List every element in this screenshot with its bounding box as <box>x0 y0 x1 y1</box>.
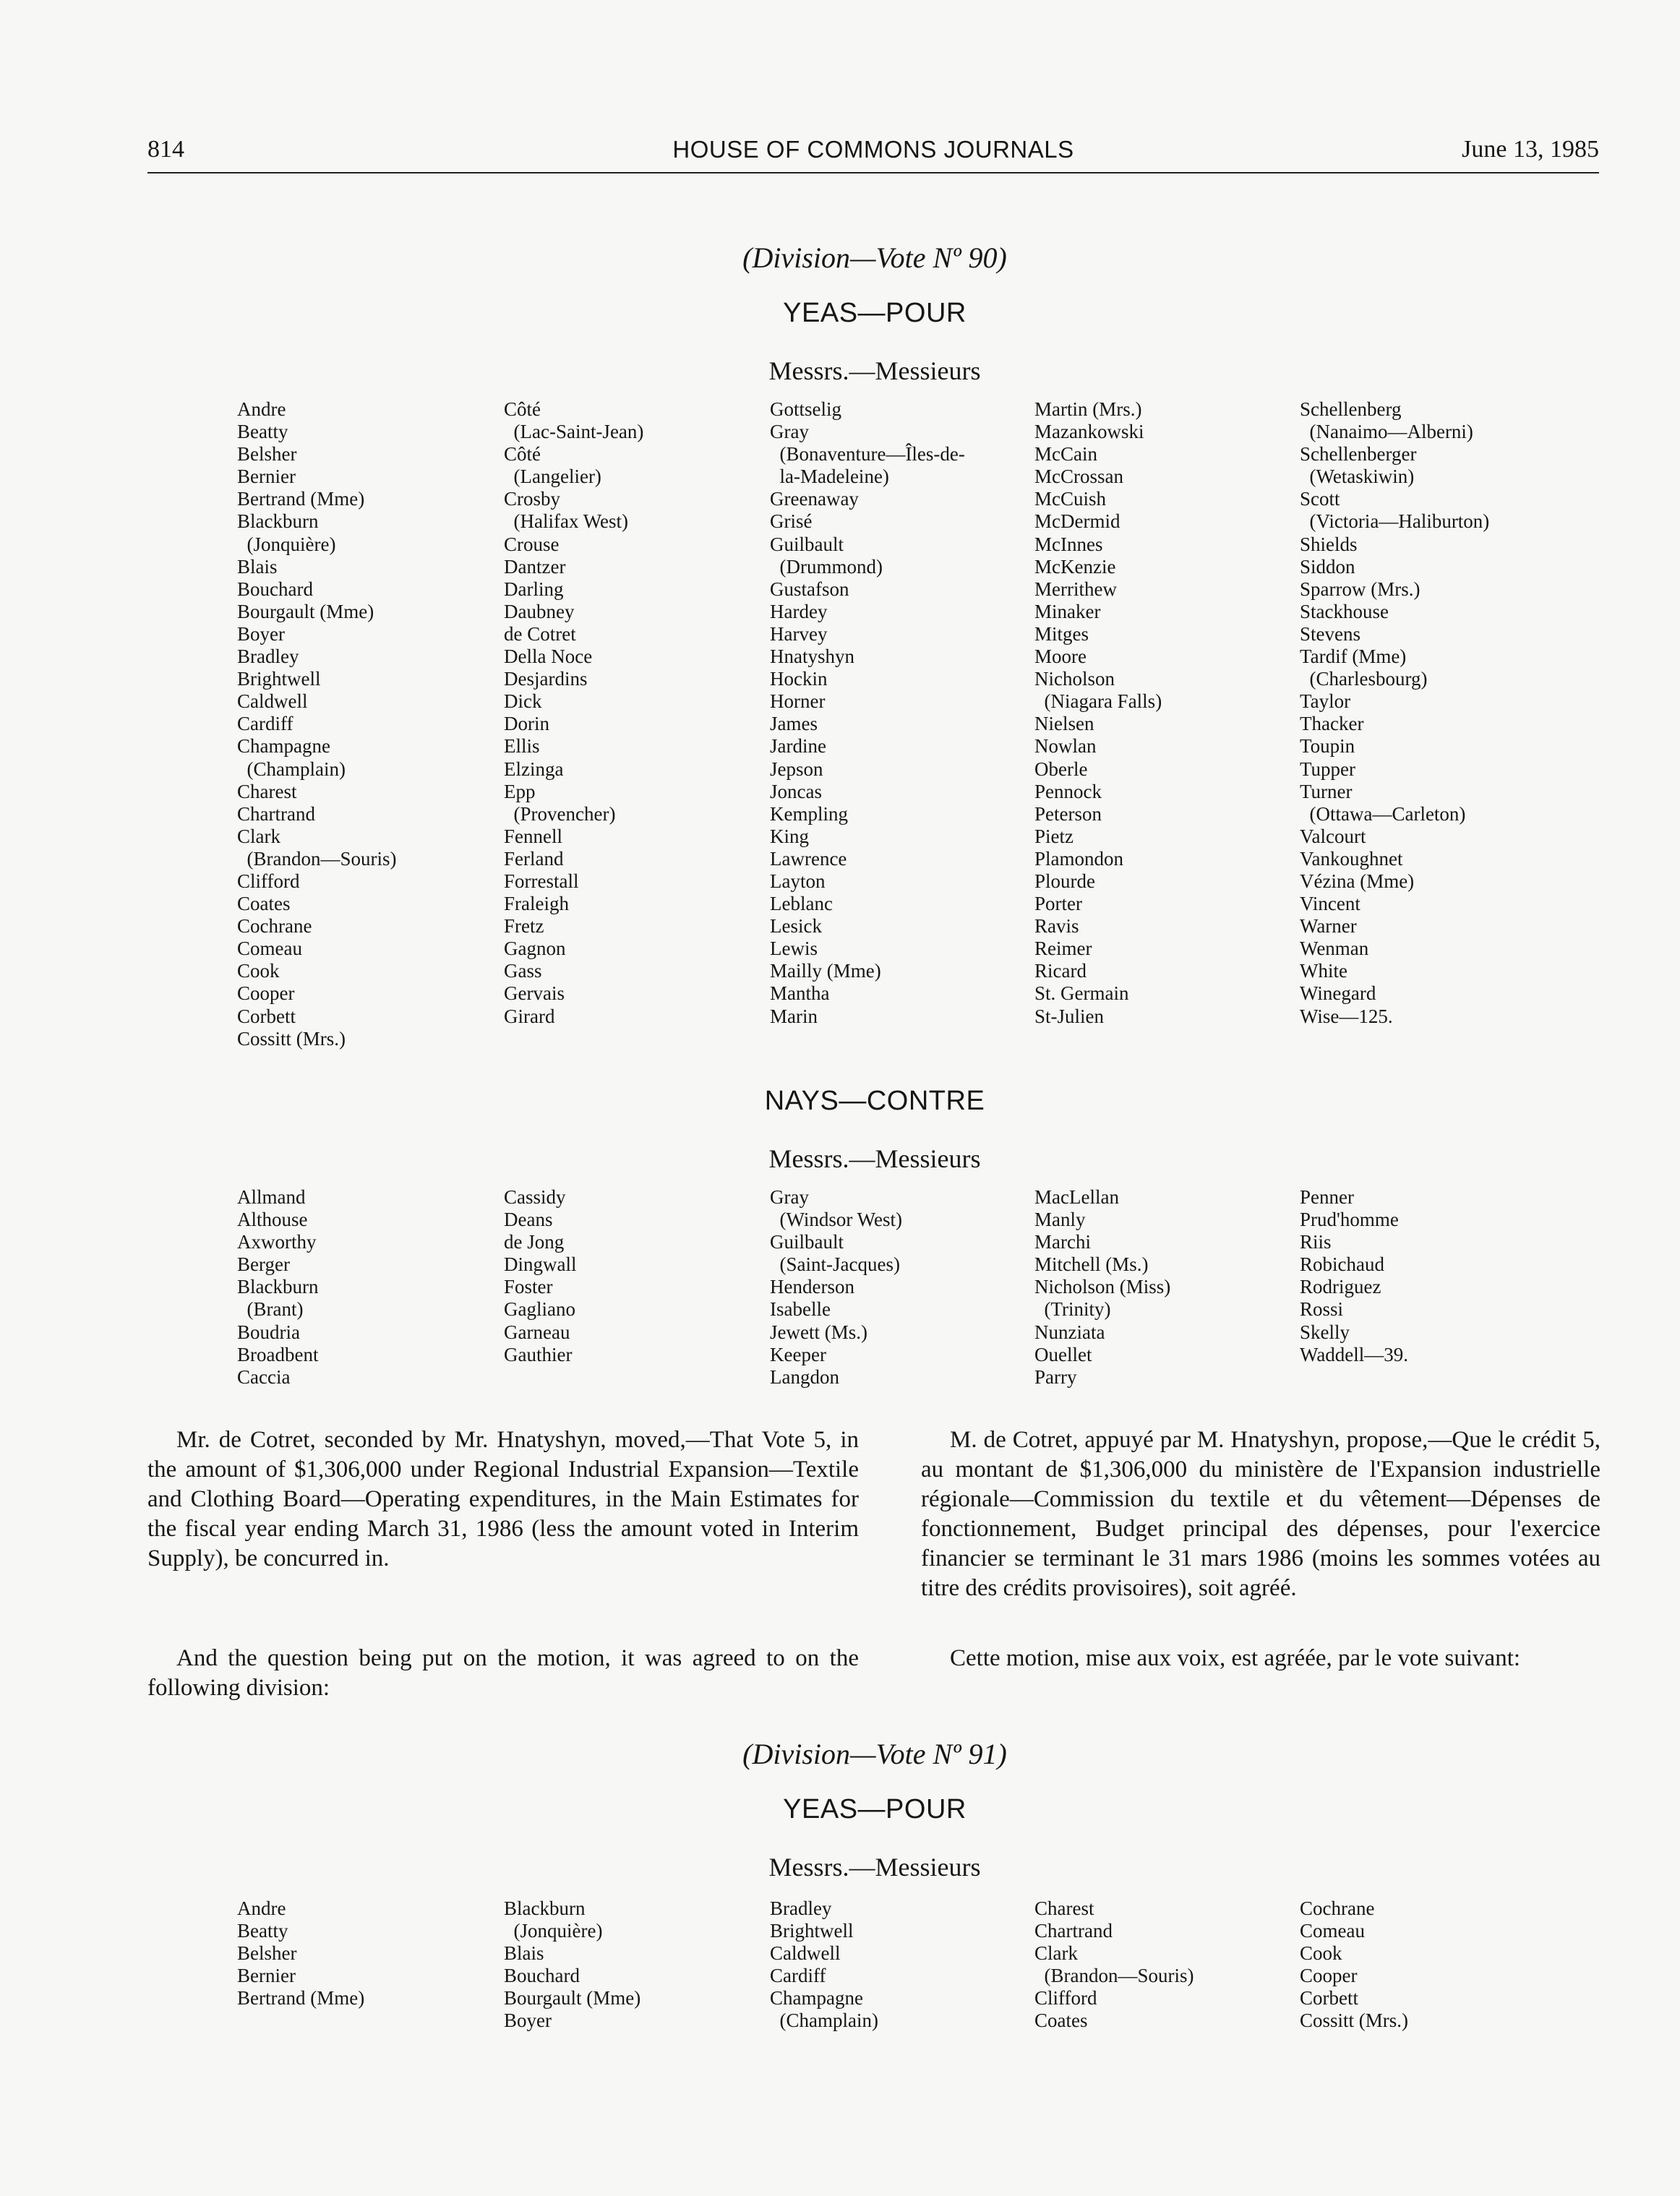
member-name: Bernier <box>237 466 296 488</box>
member-name: McCuish <box>1034 488 1107 510</box>
member-name: Gagnon <box>504 938 566 960</box>
member-name: Pennock <box>1034 780 1102 802</box>
member-name: Stackhouse <box>1300 600 1389 622</box>
member-name: de Cotret <box>504 622 576 645</box>
member-name: Vincent <box>1300 893 1360 915</box>
member-name: Della Noce <box>504 645 593 668</box>
division-90-yeas-heading: YEAS—POUR <box>783 298 967 328</box>
member-name: Fennell <box>504 825 562 847</box>
member-name: Wise—125. <box>1300 1005 1393 1027</box>
member-name: Schellenberger <box>1300 443 1417 466</box>
member-name: Clifford <box>1034 1987 1097 2010</box>
member-name: Broadbent <box>237 1343 319 1365</box>
member-name: Cassidy <box>504 1186 566 1208</box>
member-name: Brightwell <box>237 668 321 690</box>
member-name: Kempling <box>770 802 848 825</box>
member-name: Cardiff <box>770 1965 826 1987</box>
member-name: Daubney <box>504 600 575 622</box>
member-name: Skelly <box>1300 1321 1350 1343</box>
member-name: Boyer <box>504 2010 552 2032</box>
member-name: (Jonquière) <box>237 533 336 555</box>
member-name: Rodriguez <box>1300 1276 1381 1298</box>
member-name: Marin <box>770 1005 818 1027</box>
member-name: (Lac-Saint-Jean) <box>504 421 644 443</box>
member-name: Valcourt <box>1300 825 1366 847</box>
member-name: (Windsor West) <box>770 1209 902 1231</box>
member-name: McCain <box>1034 443 1097 466</box>
member-name: Reimer <box>1034 938 1092 960</box>
member-name: Sparrow (Mrs.) <box>1300 578 1420 600</box>
member-column <box>770 398 965 1028</box>
member-name: Gray <box>770 1186 809 1208</box>
member-name: Caldwell <box>770 1942 841 1965</box>
member-name: James <box>770 713 818 735</box>
member-name: (Trinity) <box>1034 1298 1111 1321</box>
member-column <box>504 1897 640 2033</box>
member-name: Ravis <box>1034 915 1079 938</box>
member-name: Forrestall <box>504 870 579 892</box>
member-name: Bourgault (Mme) <box>504 1987 641 2010</box>
member-name: Bradley <box>770 1897 832 1919</box>
member-name: Minaker <box>1034 600 1101 622</box>
member-name: Bourgault (Mme) <box>237 600 374 622</box>
member-name: Gottselig <box>770 398 841 420</box>
member-name: Hnatyshyn <box>770 645 854 668</box>
motion-english: Mr. de Cotret, seconded by Mr. Hnatyshyn, moved,—That Vote 5, in the amount of $1,306,000 under Regional Industrial Expansion—Textile and Clothing Board—Operating expenditures, in the Main Estimates for the fiscal year ending March 31, 1986 (less the amount voted in Interim Supply), be concurred in. <box>147 1427 859 1571</box>
member-name: Manly <box>1034 1209 1086 1231</box>
member-column <box>1300 1897 1408 2033</box>
member-name: Wenman <box>1300 938 1369 960</box>
member-name: Allmand <box>237 1186 306 1208</box>
page-number: 814 <box>147 136 184 163</box>
member-name: la-Madeleine) <box>770 466 889 488</box>
member-name: Cooper <box>237 982 295 1005</box>
member-name: Robichaud <box>1300 1253 1384 1276</box>
member-name: Berger <box>237 1253 290 1276</box>
member-name: Guilbault <box>770 533 844 555</box>
member-name: Elzinga <box>504 758 564 780</box>
member-name: Lesick <box>770 915 822 938</box>
member-name: Stevens <box>1300 622 1360 645</box>
member-name: Mitges <box>1034 622 1089 645</box>
member-name: Girard <box>504 1005 555 1027</box>
member-name: (Bonaventure—Îles-de- <box>770 443 965 466</box>
motion-french: M. de Cotret, appuyé par M. Hnatyshyn, propose,—Que le crédit 5, au montant de $1,306,000 du ministère de l'Expansion industrielle régionale—Commission du textile et du vêtement—Dépenses de fonctionnement, Budget principal des dépenses, pour l'exercice financier se terminant le 31 mars 1986 (moins les sommes votées au titre des crédits provisoires), soit agréé. <box>921 1427 1600 1601</box>
member-name: McDermid <box>1034 510 1120 533</box>
member-name: Corbett <box>1300 1987 1358 2010</box>
member-name: Bouchard <box>504 1965 580 1987</box>
member-name: Ricard <box>1034 960 1087 982</box>
member-name: Corbett <box>237 1005 296 1027</box>
member-name: Turner <box>1300 780 1353 802</box>
member-column <box>1034 1186 1170 1389</box>
member-name: Blackburn <box>237 510 319 533</box>
member-name: Jardine <box>770 735 826 758</box>
member-name: Charest <box>237 780 297 802</box>
question-english: And the question being put on the motion, it was agreed to on the following division: <box>147 1645 859 1701</box>
member-name: McKenzie <box>1034 555 1116 578</box>
member-name: Grisé <box>770 510 813 533</box>
member-column <box>237 1897 364 2010</box>
member-name: Crosby <box>504 488 561 510</box>
member-name: Andre <box>237 398 286 420</box>
member-name: Comeau <box>237 938 302 960</box>
member-name: Nicholson <box>1034 668 1115 690</box>
member-name: Mantha <box>770 982 830 1005</box>
member-name: Thacker <box>1300 713 1364 735</box>
member-name: Chartrand <box>237 802 315 825</box>
member-name: Henderson <box>770 1276 854 1298</box>
member-name: (Brandon—Souris) <box>237 847 397 870</box>
member-name: Chartrand <box>1034 1920 1113 1942</box>
member-name: Hockin <box>770 668 828 690</box>
member-name: Mitchell (Ms.) <box>1034 1253 1149 1276</box>
member-name: (Charlesbourg) <box>1300 668 1428 690</box>
member-name: Greenaway <box>770 488 859 510</box>
member-name: Guilbault <box>770 1231 844 1253</box>
member-name: (Niagara Falls) <box>1034 690 1162 713</box>
member-name: Brightwell <box>770 1920 854 1942</box>
member-name: Martin (Mrs.) <box>1034 398 1142 420</box>
member-name: Merrithew <box>1034 578 1117 600</box>
member-name: Marchi <box>1034 1231 1091 1253</box>
member-name: Bradley <box>237 645 299 668</box>
member-name: (Victoria—Haliburton) <box>1300 510 1490 533</box>
member-name: Porter <box>1034 893 1082 915</box>
member-name: Cossitt (Mrs.) <box>237 1027 346 1050</box>
member-name: Clark <box>237 825 280 847</box>
member-name: (Saint-Jacques) <box>770 1253 900 1276</box>
member-name: Warner <box>1300 915 1357 938</box>
member-name: Nunziata <box>1034 1321 1105 1343</box>
division-90-yeas-messrs: Messrs.—Messieurs <box>768 356 981 385</box>
member-name: Foster <box>504 1276 553 1298</box>
member-name: Axworthy <box>237 1231 317 1253</box>
member-name: Taylor <box>1300 690 1351 713</box>
member-column <box>237 1186 318 1389</box>
member-name: Gauthier <box>504 1343 573 1365</box>
division-91-yeas-heading: YEAS—POUR <box>783 1794 967 1824</box>
member-name: King <box>770 825 809 847</box>
member-name: Blackburn <box>504 1897 586 1919</box>
member-name: Desjardins <box>504 668 588 690</box>
member-name: Ouellet <box>1034 1343 1092 1365</box>
member-name: Caccia <box>237 1365 291 1388</box>
member-name: Côté <box>504 398 541 420</box>
member-name: Toupin <box>1300 735 1355 758</box>
member-name: Blackburn <box>237 1276 319 1298</box>
question-french: Cette motion, mise aux voix, est agréée, par le vote suivant: <box>950 1645 1521 1671</box>
member-name: Ellis <box>504 735 540 758</box>
member-name: Plourde <box>1034 870 1095 892</box>
member-name: Riis <box>1300 1231 1332 1253</box>
member-name: Rossi <box>1300 1298 1344 1321</box>
member-name: (Champlain) <box>237 758 346 780</box>
member-name: Cook <box>237 960 280 982</box>
division-90-nays-heading: NAYS—CONTRE <box>764 1086 985 1116</box>
journal-title: HOUSE OF COMMONS JOURNALS <box>672 136 1074 163</box>
member-name: (Halifax West) <box>504 510 629 533</box>
member-name: Garneau <box>504 1321 570 1343</box>
member-name: (Brandon—Souris) <box>1034 1965 1194 1987</box>
member-name: Epp <box>504 780 536 802</box>
member-column <box>504 398 643 1028</box>
member-column <box>770 1897 878 2033</box>
member-name: Vézina (Mme) <box>1300 870 1415 892</box>
member-name: Beatty <box>237 421 288 443</box>
member-name: Blais <box>504 1942 544 1965</box>
member-name: Boudria <box>237 1321 300 1343</box>
member-name: Langdon <box>770 1365 839 1388</box>
member-name: Layton <box>770 870 826 892</box>
member-name: Winegard <box>1300 982 1376 1005</box>
member-name: McCrossan <box>1034 466 1123 488</box>
member-name: Waddell—39. <box>1300 1343 1409 1365</box>
member-column <box>1034 1897 1193 2033</box>
member-name: Mailly (Mme) <box>770 960 881 982</box>
member-name: Coates <box>1034 2010 1088 2032</box>
member-column <box>504 1186 577 1366</box>
member-name: Darling <box>504 578 564 600</box>
member-name: Bertrand (Mme) <box>237 488 365 510</box>
member-name: Oberle <box>1034 758 1088 780</box>
member-name: (Drummond) <box>770 555 883 578</box>
member-name: Cooper <box>1300 1965 1358 1987</box>
member-name: Prud'homme <box>1300 1209 1399 1231</box>
member-name: St-Julien <box>1034 1005 1105 1027</box>
member-name: Isabelle <box>770 1298 831 1321</box>
member-name: Cardiff <box>237 713 293 735</box>
member-name: Côté <box>504 443 541 466</box>
member-name: Dantzer <box>504 555 566 578</box>
member-name: Caldwell <box>237 690 308 713</box>
member-name: Mazankowski <box>1034 421 1144 443</box>
page-date: June 13, 1985 <box>1462 136 1599 163</box>
member-name: (Wetaskiwin) <box>1300 466 1415 488</box>
member-name: Nowlan <box>1034 735 1097 758</box>
member-name: Coates <box>237 893 291 915</box>
member-name: Gervais <box>504 982 565 1005</box>
member-name: Shields <box>1300 533 1358 555</box>
member-name: Tardif (Mme) <box>1300 645 1407 668</box>
member-name: Andre <box>237 1897 286 1919</box>
member-name: Leblanc <box>770 893 833 915</box>
member-name: Keeper <box>770 1343 826 1365</box>
member-name: Moore <box>1034 645 1087 668</box>
division-91-yeas-messrs: Messrs.—Messieurs <box>768 1853 981 1882</box>
member-column <box>1034 398 1162 1028</box>
member-name: Bouchard <box>237 578 313 600</box>
member-name: Comeau <box>1300 1920 1365 1942</box>
member-name: (Provencher) <box>504 802 616 825</box>
member-name: Clifford <box>237 870 300 892</box>
member-name: Clark <box>1034 1942 1078 1965</box>
member-name: Gray <box>770 421 809 443</box>
division-90-nays-messrs: Messrs.—Messieurs <box>768 1144 981 1173</box>
member-column <box>1300 398 1489 1028</box>
member-name: Harvey <box>770 622 828 645</box>
member-name: Vankoughnet <box>1300 847 1403 870</box>
member-name: Champagne <box>237 735 330 758</box>
member-name: (Langelier) <box>504 466 601 488</box>
member-name: Jepson <box>770 758 823 780</box>
member-name: Belsher <box>237 443 297 466</box>
member-column <box>1300 1186 1408 1366</box>
member-name: Althouse <box>237 1209 308 1231</box>
member-name: Fretz <box>504 915 544 938</box>
member-name: Charest <box>1034 1897 1094 1919</box>
member-name: Gass <box>504 960 542 982</box>
member-name: McInnes <box>1034 533 1103 555</box>
member-column <box>770 1186 902 1389</box>
member-name: Deans <box>504 1209 553 1231</box>
member-name: (Jonquière) <box>504 1920 603 1942</box>
member-name: Blais <box>237 555 278 578</box>
member-name: (Brant) <box>237 1298 304 1321</box>
member-name: Belsher <box>237 1942 297 1965</box>
member-name: Peterson <box>1034 802 1102 825</box>
member-name: Penner <box>1300 1186 1354 1208</box>
member-name: Gagliano <box>504 1298 575 1321</box>
member-name: MacLellan <box>1034 1186 1119 1208</box>
member-name: Dingwall <box>504 1253 577 1276</box>
member-name: Parry <box>1034 1365 1077 1388</box>
member-name: Dorin <box>504 713 549 735</box>
member-name: Siddon <box>1300 555 1355 578</box>
member-name: (Champlain) <box>770 2010 878 2032</box>
member-name: Gustafson <box>770 578 849 600</box>
member-name: Cochrane <box>1300 1897 1375 1919</box>
member-name: Champagne <box>770 1987 863 2010</box>
member-name: St. Germain <box>1034 982 1129 1005</box>
member-name: Dick <box>504 690 542 713</box>
member-name: Bernier <box>237 1965 296 1987</box>
member-name: Hardey <box>770 600 828 622</box>
member-name: Nicholson (Miss) <box>1034 1276 1171 1298</box>
member-column <box>237 398 396 1050</box>
member-name: Jewett (Ms.) <box>770 1321 867 1343</box>
member-name: Cochrane <box>237 915 312 938</box>
member-name: (Ottawa—Carleton) <box>1300 802 1466 825</box>
member-name: (Nanaimo—Alberni) <box>1300 421 1473 443</box>
member-name: Joncas <box>770 780 822 802</box>
member-name: Tupper <box>1300 758 1356 780</box>
member-name: Beatty <box>237 1920 288 1942</box>
member-name: Boyer <box>237 622 285 645</box>
member-name: Bertrand (Mme) <box>237 1987 365 2010</box>
member-name: Crouse <box>504 533 560 555</box>
member-name: Ferland <box>504 847 564 870</box>
member-name: de Jong <box>504 1231 565 1253</box>
member-name: Pietz <box>1034 825 1073 847</box>
member-name: White <box>1300 960 1347 982</box>
member-name: Nielsen <box>1034 713 1094 735</box>
member-name: Lawrence <box>770 847 847 870</box>
member-name: Scott <box>1300 488 1340 510</box>
member-name: Plamondon <box>1034 847 1124 870</box>
division-91-title: (Division—Vote Nº 91) <box>742 1738 1007 1770</box>
page-header <box>147 136 1599 173</box>
division-90-title: (Division—Vote Nº 90) <box>742 241 1007 274</box>
member-name: Schellenberg <box>1300 398 1402 420</box>
member-name: Horner <box>770 690 826 713</box>
member-name: Cossitt (Mrs.) <box>1300 2010 1409 2032</box>
member-name: Cook <box>1300 1942 1342 1965</box>
member-name: Fraleigh <box>504 893 569 915</box>
member-name: Lewis <box>770 938 818 960</box>
